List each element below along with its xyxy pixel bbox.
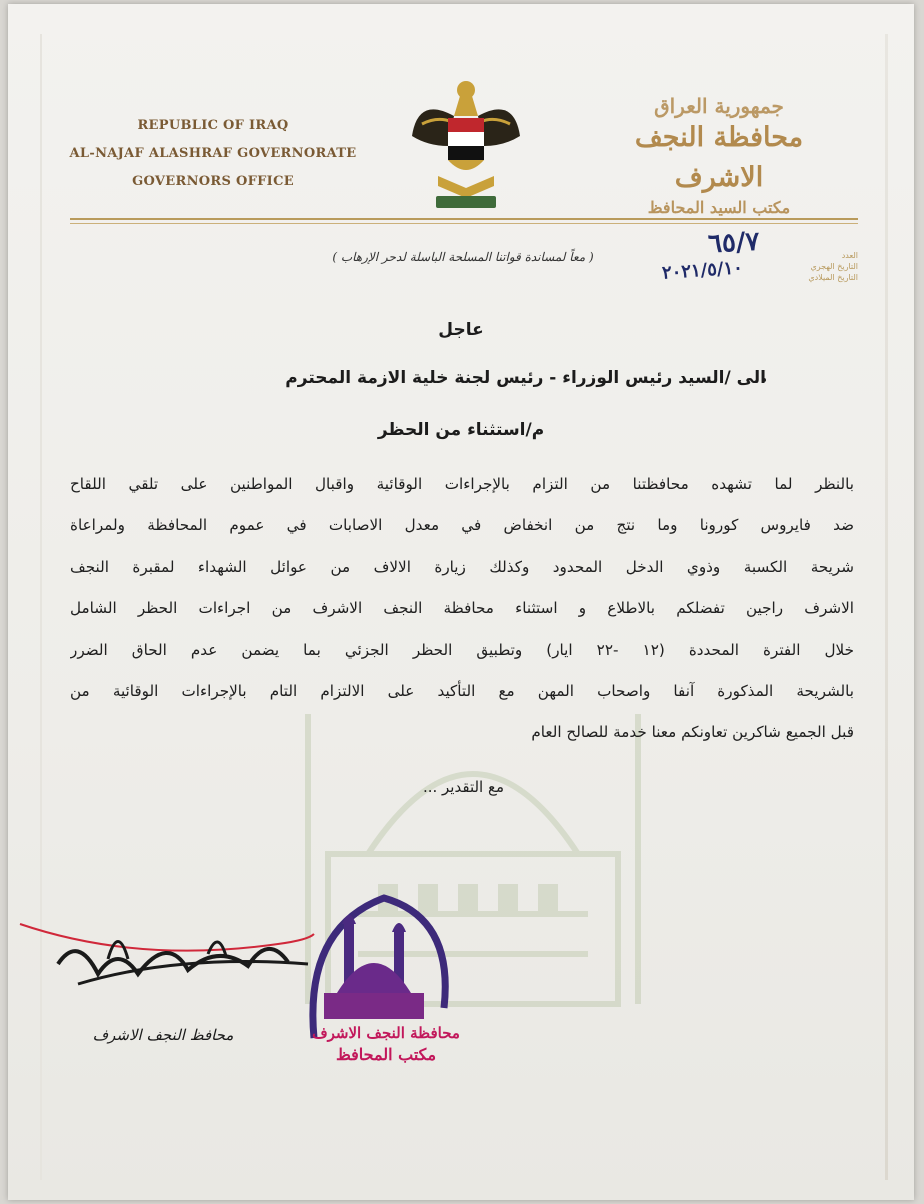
english-letterhead (68, 112, 358, 196)
body-line: بالنظر لما تشهده محافظتنا من التزام بالإجراءات الوقائية واقبال المواطنين على تلقي اللقاح (70, 475, 854, 493)
letter-body (70, 468, 854, 758)
ref-label-number: العدد (841, 251, 858, 260)
reference-date: ٢٠٢١/٥/١٠ (661, 257, 744, 284)
signatory-title: محافظ النجف الاشرف (92, 1026, 234, 1044)
letterhead-governorate: AL-NAJAF ALASHRAF GOVERNORATE (69, 146, 357, 161)
letter-page (8, 4, 914, 1200)
urgent-label: عاجل (438, 320, 484, 340)
letterhead-governorate-ar: محافظة النجف الاشرف (634, 122, 804, 193)
body-line: خلال الفترة المحددة (١٢ -٢٢ ايار) وتطبيق الحظر الجزئي بما يضمن عدم الحاق الضرر (70, 640, 854, 659)
iraq-eagle-emblem (408, 76, 526, 216)
body-line: قبل الجميع شاكرين تعاونكم معنا خدمة للصالح العام (531, 723, 854, 742)
header-divider-thin (70, 223, 858, 224)
reference-number: ٦٥/٧ (707, 226, 761, 260)
letterhead-office: GOVERNORS OFFICE (132, 174, 294, 189)
motto: ( معاً لمساندة قواتنا المسلحة الباسلة لدحر الإرهاب ) (332, 250, 594, 264)
letterhead-country: REPUBLIC OF IRAQ (137, 118, 289, 133)
subject-line: م/استثناء من الحظر (377, 420, 545, 440)
ref-label-hijri-date: التاريخ الهجري (810, 262, 858, 271)
handwritten-signature (18, 904, 318, 1004)
stamp-line-2: مكتب المحافظ (335, 1045, 437, 1064)
reference-labels (768, 250, 858, 283)
body-line: ضد فايروس كورونا وما نتج من انخفاض في معدل الاصابات في عموم المحافظة ولمراعاة (70, 516, 854, 535)
stamp-line-1: محافظة النجف الاشرف (312, 1024, 460, 1042)
closing-regards: مع التقدير ... (422, 778, 504, 796)
arabic-letterhead (594, 94, 844, 217)
header-divider (70, 218, 858, 220)
letterhead-office-ar: مكتب السيد المحافظ (647, 198, 791, 217)
body-line: بالشريحة المذكورة آنفا واصحاب المهن مع التأكيد على الالتزام التام بالإجراءات الوقائية من (70, 681, 854, 700)
governor-office-stamp (294, 888, 464, 1068)
ref-label-gregorian-date: التاريخ الميلادي (808, 273, 858, 282)
recipient-line: الى /السيد رئيس الوزراء - رئيس لجنة خلية الازمة المحترم (285, 368, 766, 388)
paper-edge-right (885, 34, 888, 1180)
body-line: شريحة الكسبة وذوي الدخل المحدود وكذلك زيارة الالاف من عوائل الشهداء لمقبرة النجف (70, 557, 854, 576)
body-line: الاشرف راجين تفضلكم بالاطلاع و استثناء محافظة النجف الاشرف من اجراءات الحظر الشامل (70, 599, 854, 618)
letterhead-country-ar: جمهورية العراق (654, 94, 784, 118)
paper-edge-left (40, 34, 42, 1180)
